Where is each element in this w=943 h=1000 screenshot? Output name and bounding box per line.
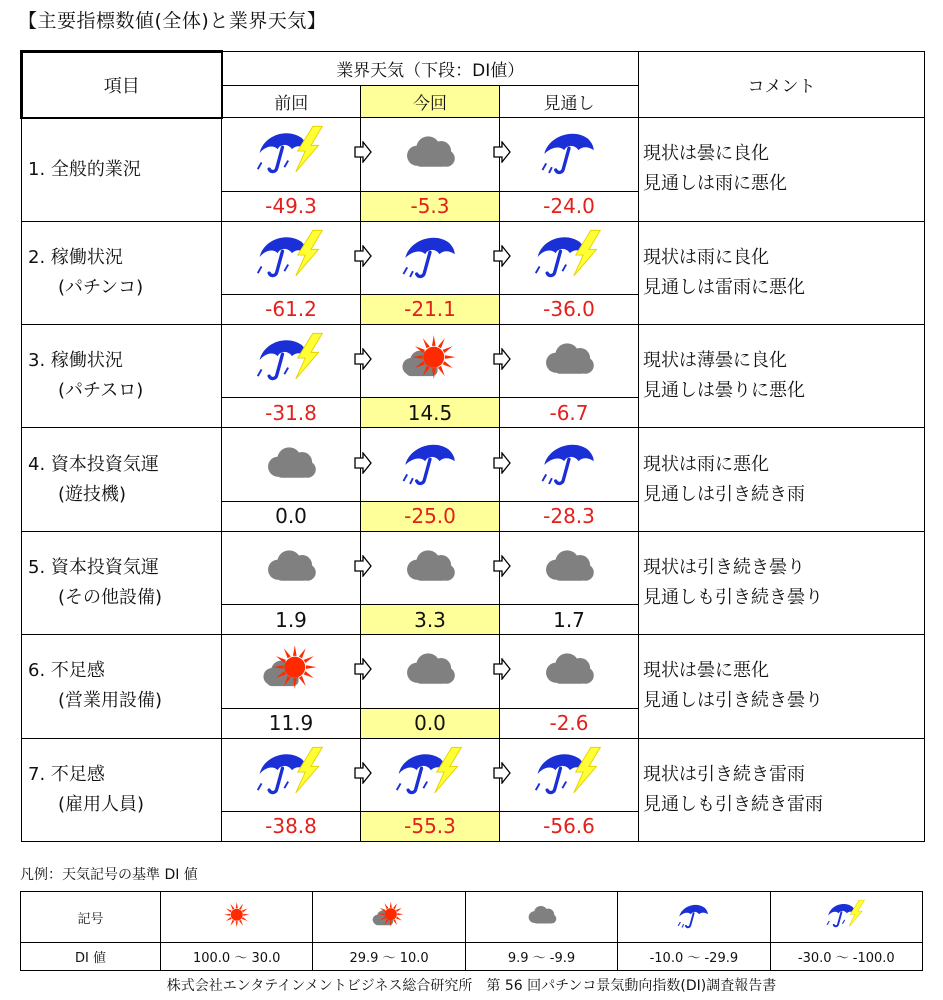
di-value-previous: -38.8: [222, 811, 361, 841]
arrow-right-icon: [493, 452, 511, 478]
umbrella-rain-icon: [539, 436, 600, 493]
weather-previous: [222, 531, 361, 604]
arrow-right-icon: [354, 452, 372, 478]
item-label: [22, 118, 222, 221]
item-subname: (営業用設備): [58, 690, 163, 712]
comment-cell: [639, 635, 925, 738]
item-name: 6. 不足感: [28, 660, 105, 682]
weather-previous: [222, 221, 361, 294]
comment-cell: [639, 531, 925, 634]
comment-cell: [639, 324, 925, 427]
item-subname: (その他設備): [58, 586, 163, 608]
umbrella-rain-icon: [676, 920, 711, 935]
item-subname: (パチンコ): [58, 276, 144, 298]
comment-outlook: 見通しは引き続き曇り: [643, 690, 823, 712]
page-title: 【主要指標数値(全体)と業界天気】: [18, 10, 327, 32]
indicator-row: [22, 221, 925, 294]
di-value-outlook: 1.7: [500, 605, 639, 635]
arrow-right-icon: [493, 348, 511, 374]
item-label: [22, 324, 222, 427]
di-value-outlook: -6.7: [500, 398, 639, 428]
weather-previous: [222, 324, 361, 397]
cloud-icon: [402, 547, 457, 589]
umbrella-rain-icon: [400, 436, 461, 493]
di-value-outlook: -56.6: [500, 811, 639, 841]
comment-outlook: 見通しも引き続き曇り: [643, 586, 823, 608]
cloud-icon: [541, 340, 596, 382]
weather-outlook: [500, 635, 639, 708]
arrow-right-icon: [354, 555, 372, 581]
weather-previous: [222, 738, 361, 811]
comment-cell: [639, 738, 925, 842]
indicator-row: [22, 324, 925, 397]
indicator-table: [20, 50, 925, 842]
di-value-previous: 0.0: [222, 501, 361, 531]
legend-di-range: 100.0 ～ 30.0: [161, 943, 313, 971]
comment-current: 現状は曇に良化: [643, 143, 769, 165]
di-value-current: -5.3: [361, 191, 500, 221]
arrow-right-icon: [493, 658, 511, 684]
comment-cell: [639, 118, 925, 221]
comment-cell: [639, 221, 925, 324]
thunderstorm-icon: [256, 228, 326, 287]
comment-outlook: 見通しも引き続き雷雨: [643, 793, 823, 815]
di-value-previous: 11.9: [222, 708, 361, 738]
item-label: [22, 428, 222, 531]
weather-current: [361, 738, 500, 811]
legend-symbol: [770, 892, 922, 943]
di-value-current: -21.1: [361, 294, 500, 324]
arrow-right-icon: [493, 141, 511, 167]
comment-cell: [639, 428, 925, 531]
header-current: 今回: [361, 86, 500, 118]
comment-current: 現状は雨に良化: [643, 246, 769, 268]
di-value-previous: -61.2: [222, 294, 361, 324]
arrow-right-icon: [354, 141, 372, 167]
indicator-row: [22, 531, 925, 604]
di-value-current: -55.3: [361, 811, 500, 841]
weather-current: [361, 221, 500, 294]
indicator-row: [22, 118, 925, 191]
legend-symbol: [161, 892, 313, 943]
di-value-outlook: -36.0: [500, 294, 639, 324]
legend-di-range: -30.0 ～ -100.0: [770, 943, 922, 971]
header-previous: 前回: [222, 86, 361, 118]
weather-outlook: [500, 428, 639, 501]
weather-current: [361, 635, 500, 708]
item-name: 2. 稼働状況: [28, 246, 123, 268]
comment-current: 現状は曇に悪化: [643, 660, 769, 682]
legend-table: [20, 891, 923, 971]
indicator-row: [22, 738, 925, 811]
item-label: [22, 531, 222, 634]
header-item: 項目: [22, 52, 222, 118]
cloud-icon: [541, 650, 596, 692]
thunderstorm-icon: [256, 125, 326, 184]
thunderstorm-icon: [256, 332, 326, 391]
thunderstorm-icon: [534, 228, 604, 287]
item-subname: (パチスロ): [58, 380, 144, 402]
comment-current: 現状は雨に悪化: [643, 453, 769, 475]
weather-current: [361, 531, 500, 604]
di-value-current: 3.3: [361, 605, 500, 635]
sun-cloud-icon: [371, 918, 406, 933]
sun-cloud-icon: [261, 645, 322, 698]
comment-current: 現状は引き続き雷雨: [643, 763, 805, 785]
di-value-current: 14.5: [361, 398, 500, 428]
arrow-right-icon: [493, 245, 511, 271]
di-value-current: -25.0: [361, 501, 500, 531]
di-value-outlook: -28.3: [500, 501, 639, 531]
footer-source: 株式会社エンタテインメントビジネス総合研究所 第 56 回パチンコ景気動向指数(DI)調査報告書: [166, 978, 777, 994]
sun-cloud-icon: [400, 334, 461, 387]
legend-symbol-label: 記号: [21, 892, 161, 943]
item-name: 4. 資本投資気運: [28, 453, 159, 475]
di-value-current: 0.0: [361, 708, 500, 738]
sun-icon: [223, 918, 251, 933]
weather-current: [361, 118, 500, 191]
weather-outlook: [500, 118, 639, 191]
legend-di-label: DI 値: [21, 943, 161, 971]
item-name: 7. 不足感: [28, 763, 105, 785]
item-label: [22, 635, 222, 738]
arrow-right-icon: [354, 348, 372, 374]
di-value-previous: -49.3: [222, 191, 361, 221]
comment-outlook: 見通しは引き続き雨: [643, 483, 805, 505]
cloud-icon: [541, 547, 596, 589]
legend-title: 凡例：天気記号の基準 DI 値: [20, 867, 198, 883]
item-subname: (遊技機): [58, 483, 127, 505]
cloud-icon: [263, 547, 318, 589]
di-value-previous: 1.9: [222, 605, 361, 635]
item-label: [22, 738, 222, 842]
arrow-right-icon: [493, 555, 511, 581]
item-name: 3. 稼働状況: [28, 350, 123, 372]
header-industry-weather: 業界天気（下段：DI値）: [222, 52, 639, 86]
item-name: 1. 全般的業況: [28, 158, 141, 180]
comment-outlook: 見通しは雨に悪化: [643, 173, 787, 195]
indicator-row: [22, 428, 925, 501]
weather-outlook: [500, 531, 639, 604]
comment-current: 現状は引き続き曇り: [643, 556, 805, 578]
header-comment: コメント: [639, 52, 925, 118]
di-value-outlook: -24.0: [500, 191, 639, 221]
thunderstorm-icon: [826, 920, 867, 935]
di-value-previous: -31.8: [222, 398, 361, 428]
legend-di-range: 9.9 ～ -9.9: [465, 943, 617, 971]
weather-current: [361, 428, 500, 501]
header-outlook: 見通し: [500, 86, 639, 118]
thunderstorm-icon: [256, 745, 326, 804]
item-name: 5. 資本投資気運: [28, 556, 159, 578]
weather-previous: [222, 118, 361, 191]
comment-outlook: 見通しは雷雨に悪化: [643, 276, 805, 298]
legend-symbol: [313, 892, 465, 943]
legend-di-range: 29.9 ～ 10.0: [313, 943, 465, 971]
item-label: [22, 221, 222, 324]
umbrella-rain-icon: [400, 229, 461, 286]
indicator-row: [22, 635, 925, 708]
cloud-icon: [263, 444, 318, 486]
di-value-outlook: -2.6: [500, 708, 639, 738]
arrow-right-icon: [354, 658, 372, 684]
arrow-right-icon: [354, 762, 372, 788]
weather-current: [361, 324, 500, 397]
arrow-right-icon: [354, 245, 372, 271]
comment-outlook: 見通しは曇りに悪化: [643, 380, 805, 402]
legend-symbol: [465, 892, 617, 943]
thunderstorm-icon: [395, 745, 465, 804]
cloud-icon: [402, 650, 457, 692]
comment-current: 現状は薄曇に良化: [643, 350, 787, 372]
weather-outlook: [500, 738, 639, 811]
arrow-right-icon: [493, 762, 511, 788]
weather-outlook: [500, 324, 639, 397]
item-subname: (雇用人員): [58, 793, 145, 815]
weather-outlook: [500, 221, 639, 294]
legend-symbol: [618, 892, 770, 943]
thunderstorm-icon: [534, 745, 604, 804]
umbrella-rain-icon: [539, 126, 600, 183]
weather-previous: [222, 635, 361, 708]
cloud-icon: [526, 915, 558, 930]
weather-previous: [222, 428, 361, 501]
legend-di-range: -10.0 ～ -29.9: [618, 943, 770, 971]
cloud-icon: [402, 133, 457, 175]
